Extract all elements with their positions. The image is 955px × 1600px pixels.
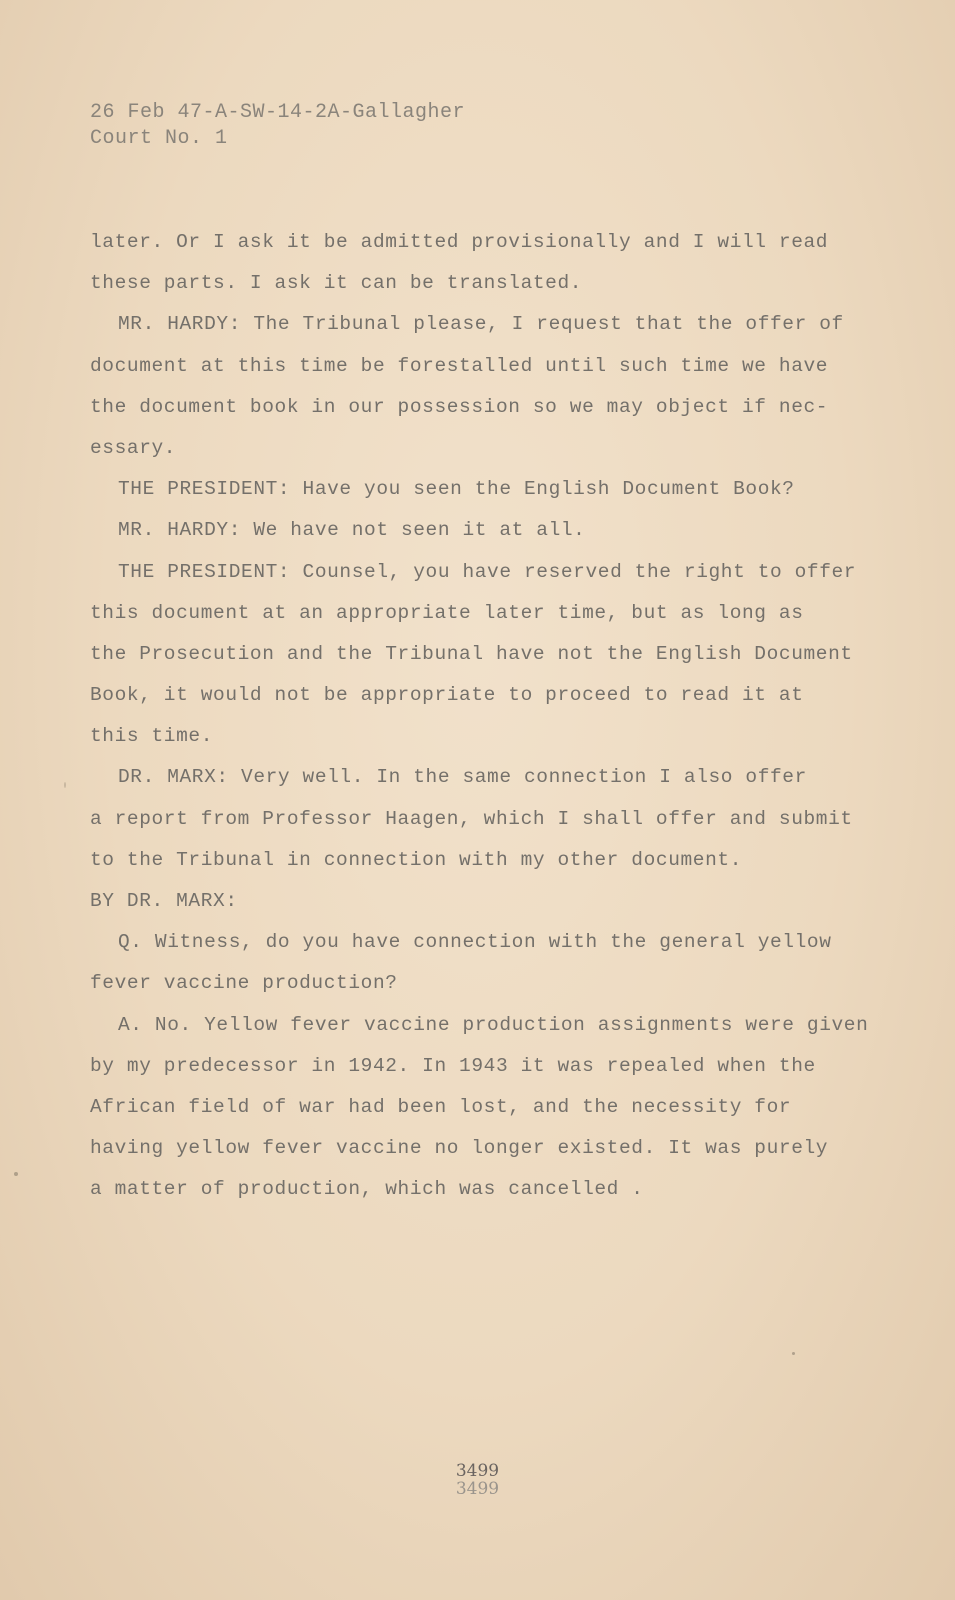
transcript-line: this document at an appropriate later time, but as long as <box>90 601 804 624</box>
header-court: Court No. 1 <box>90 127 228 150</box>
transcript-line: these parts. I ask it can be translated. <box>90 272 583 295</box>
transcript-line: by my predecessor in 1942. In 1943 it was repealed when the <box>90 1054 816 1077</box>
stamped-page-number: 3499 <box>455 1479 500 1499</box>
handwritten-page-number: 3499 <box>455 1461 500 1481</box>
paper-speck <box>64 782 66 788</box>
transcript-line: the document book in our possession so we may object if nec- <box>90 395 829 418</box>
transcript-line: fever vaccine production? <box>90 972 398 995</box>
transcript-line: later. Or I ask it be admitted provisionally and I will read <box>90 231 829 253</box>
transcript-line: a report from Professor Haagen, which I shall offer and submit <box>90 807 853 830</box>
transcript-line: A. No. Yellow fever vaccine production assignments were given <box>118 1013 869 1036</box>
transcript-line: Book, it would not be appropriate to proceed to read it at <box>90 684 804 707</box>
transcript-line: document at this time be forestalled until such time we have <box>90 354 829 377</box>
transcript-line: DR. MARX: Very well. In the same connection I also offer <box>118 766 807 789</box>
transcript-line: African field of war had been lost, and the necessity for <box>90 1095 792 1118</box>
paper-speck <box>14 1172 18 1176</box>
transcript-line: having yellow fever vaccine no longer existed. It was purely <box>90 1137 829 1160</box>
transcript-line: THE PRESIDENT: Have you seen the English Document Book? <box>118 478 795 501</box>
transcript-body <box>90 222 870 1211</box>
transcript-line: the Prosecution and the Tribunal have not the English Document <box>90 642 853 665</box>
document-header <box>90 100 465 152</box>
transcript-line: to the Tribunal in connection with my other document. <box>90 848 743 871</box>
transcript-line: BY DR. MARX: <box>90 890 238 912</box>
transcript-line: a matter of production, which was cancelled . <box>90 1178 644 1201</box>
page-number <box>0 1462 955 1498</box>
transcript-line: essary. <box>90 436 177 459</box>
header-reference: 26 Feb 47-A-SW-14-2A-Gallagher <box>90 101 466 124</box>
transcript-line: MR. HARDY: The Tribunal please, I request that the offer of <box>118 313 844 336</box>
transcript-line: THE PRESIDENT: Counsel, you have reserved the right to offer <box>118 560 857 583</box>
transcript-line: MR. HARDY: We have not seen it at all. <box>118 519 586 542</box>
transcript-line: this time. <box>90 725 214 748</box>
paper-speck <box>792 1352 795 1355</box>
transcript-line: Q. Witness, do you have connection with the general yellow <box>118 931 832 954</box>
